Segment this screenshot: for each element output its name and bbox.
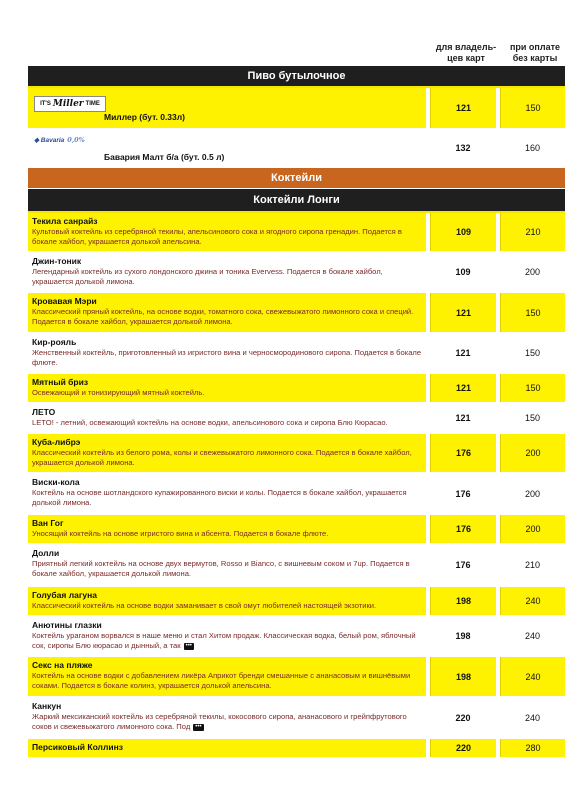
owners-price: 176 xyxy=(430,515,496,543)
item-name: Анютины глазки xyxy=(32,620,102,630)
item-name: Кровавая Мэри xyxy=(32,296,97,306)
item-description-text: Жаркий мексиканский коктейль из серебряной текилы, кокосового сиропа, ананасового и грейпфрутового соков и свежевыжатого лимонного сока. Под xyxy=(32,712,407,731)
item-description: LETO! - летний, освежающий коктейль на основе водки, апельсинового сока и сиропа Блю Кюрасао. xyxy=(32,418,388,427)
no-card-price: 200 xyxy=(500,515,565,543)
no-card-price: 200 xyxy=(524,267,541,277)
item-name: Виски-кола xyxy=(32,477,80,487)
section-cocktails: Коктейли xyxy=(28,168,565,188)
menu-row xyxy=(28,374,565,402)
no-card-price: 200 xyxy=(524,488,541,499)
owners-price: 121 xyxy=(430,374,496,402)
no-card-price: 240 xyxy=(524,712,541,723)
item-name: Голубая лагуна xyxy=(32,590,97,600)
bavaria-logo: ◆ Bavaria 0,0% xyxy=(34,135,85,144)
menu-row-bavaria xyxy=(28,130,565,166)
owners-price: 176 xyxy=(455,560,471,570)
menu-row xyxy=(28,404,565,432)
owners-price: 220 xyxy=(430,739,496,757)
no-card-price: 150 xyxy=(500,374,565,402)
item-name: Текила санрайз xyxy=(32,216,98,226)
owners-price: 121 xyxy=(430,293,496,332)
menu-row xyxy=(28,617,565,655)
item-description: Уносящий коктейль на основе игристого вина и абсента. Подается в бокале флюте. xyxy=(32,529,329,538)
menu-row xyxy=(28,293,565,332)
miller-logo: IT'S Miller TIME xyxy=(34,96,106,112)
item-name: ЛЕТО xyxy=(32,407,56,417)
item-name: Ван Гог xyxy=(32,518,64,528)
no-card-price: 150 xyxy=(524,348,541,358)
menu-row xyxy=(28,334,565,372)
owners-price: 198 xyxy=(430,657,496,696)
item-name: Джин-тоник xyxy=(32,256,82,266)
item-name: Миллер (бут. 0.33л) xyxy=(104,112,185,122)
item-description: Классический коктейль из белого рома, колы и свежевыжатого лимонного сока. Подается в бокале хайбол, украшается долькой лимона. xyxy=(32,448,412,467)
item-description: Приятный легкий коктейль на основе двух вермутов, Rosso и Bianco, с вишневым соком и 7up. Подается в бокале хайбол, украшается долькой лимона. xyxy=(32,559,410,578)
owners-price: 121 xyxy=(455,413,471,423)
no-card-price: 240 xyxy=(500,657,565,696)
item-description-text: Коктейль ураганом ворвался в наше меню и стал Хитом продаж. Классическая водка, белый ром, яблочный сок, сиропы Блю кюрасао и дынный, а так xyxy=(32,631,416,650)
more-button[interactable]: ••• xyxy=(185,642,192,649)
owners-price: 109 xyxy=(455,267,471,277)
owners-price-column-header: для владель- цев карт xyxy=(435,42,497,63)
owners-price: 198 xyxy=(430,587,496,615)
no-card-price: 280 xyxy=(500,739,565,757)
section-long-cocktails: Коктейли Лонги xyxy=(28,189,565,213)
menu-row-miller xyxy=(28,88,565,128)
item-name: Долли xyxy=(32,548,60,558)
no-card-price: 150 xyxy=(500,88,565,128)
item-description xyxy=(28,630,426,651)
item-name: Персиковый Коллинз xyxy=(32,742,123,752)
no-card-price: 240 xyxy=(500,587,565,615)
owners-price: 176 xyxy=(430,434,496,472)
no-card-price: 210 xyxy=(500,213,565,251)
owners-price: 198 xyxy=(455,631,471,641)
menu-row xyxy=(28,698,565,737)
item-description xyxy=(28,711,426,732)
item-name: Мятный бриз xyxy=(32,377,89,387)
no-card-price: 150 xyxy=(524,413,541,423)
item-description: Классический коктейль на основе водки заманивает в свой омут любителей настоящей экзотики. xyxy=(32,601,377,610)
item-name: Кир-рояль xyxy=(32,337,77,347)
item-description: Культовый коктейль из серебряной текилы, апельсинового сока и ягодного сиропа гренадин. Подается в бокале хайбол, украшается долькой апельсина. xyxy=(32,227,402,246)
item-description: Классический пряный коктейль, на основе водки, томатного сока, свежевыжатого лимонного сока и специй. Подается в бокале хайбол, украшается долькой лимона. xyxy=(32,307,414,326)
menu-row xyxy=(28,587,565,615)
more-button[interactable]: ••• xyxy=(195,723,202,730)
item-description: Легендарный коктейль из сухого лондонского джина и тоника Evervess. Подается в бокале хайбол, украшается долькой лимона. xyxy=(32,267,383,286)
item-description: Женственный коктейль, приготовленный из игристого вина и черносмородинового сиропа. Подается в бокале флюте. xyxy=(32,348,422,367)
section-bottled-beer: Пиво бутылочное xyxy=(28,66,565,88)
menu-row xyxy=(28,657,565,696)
menu-row xyxy=(28,474,565,513)
menu-row xyxy=(28,739,565,757)
owners-price: 220 xyxy=(455,712,471,723)
no-card-price: 210 xyxy=(524,560,541,570)
no-card-price: 200 xyxy=(500,434,565,472)
owners-price: 121 xyxy=(430,88,496,128)
no-card-price: 160 xyxy=(524,143,541,153)
menu-row xyxy=(28,253,565,291)
owners-price: 132 xyxy=(455,143,471,153)
item-name: Секс на пляже xyxy=(32,660,93,670)
item-description: Коктейль на основе водки с добавлением ликёра Априкот бренди смешанные с ананасовым и вишнёвыми соками. Подается в бокале колинз, украшается долькой апельсина. xyxy=(32,671,411,690)
menu-row xyxy=(28,515,565,543)
item-description: Коктейль на основе шотландского купажированного виски и колы. Подается в бокале хайбол, украшается долькой лимона. xyxy=(32,488,407,507)
item-name: Бавария Малт б/а (бут. 0.5 л) xyxy=(104,152,225,162)
menu-row xyxy=(28,545,565,585)
menu-row xyxy=(28,213,565,251)
no-card-price: 150 xyxy=(500,293,565,332)
owners-price: 109 xyxy=(430,213,496,251)
item-name: Канкун xyxy=(32,701,62,711)
no-card-price-column-header: при оплате без карты xyxy=(509,42,561,63)
item-description: Освежающий и тонизирующий мятный коктейль. xyxy=(32,388,205,397)
owners-price: 121 xyxy=(455,348,471,358)
item-name: Куба-либрэ xyxy=(32,437,81,447)
owners-price: 176 xyxy=(455,488,471,499)
menu-row xyxy=(28,434,565,472)
no-card-price: 240 xyxy=(524,631,541,641)
